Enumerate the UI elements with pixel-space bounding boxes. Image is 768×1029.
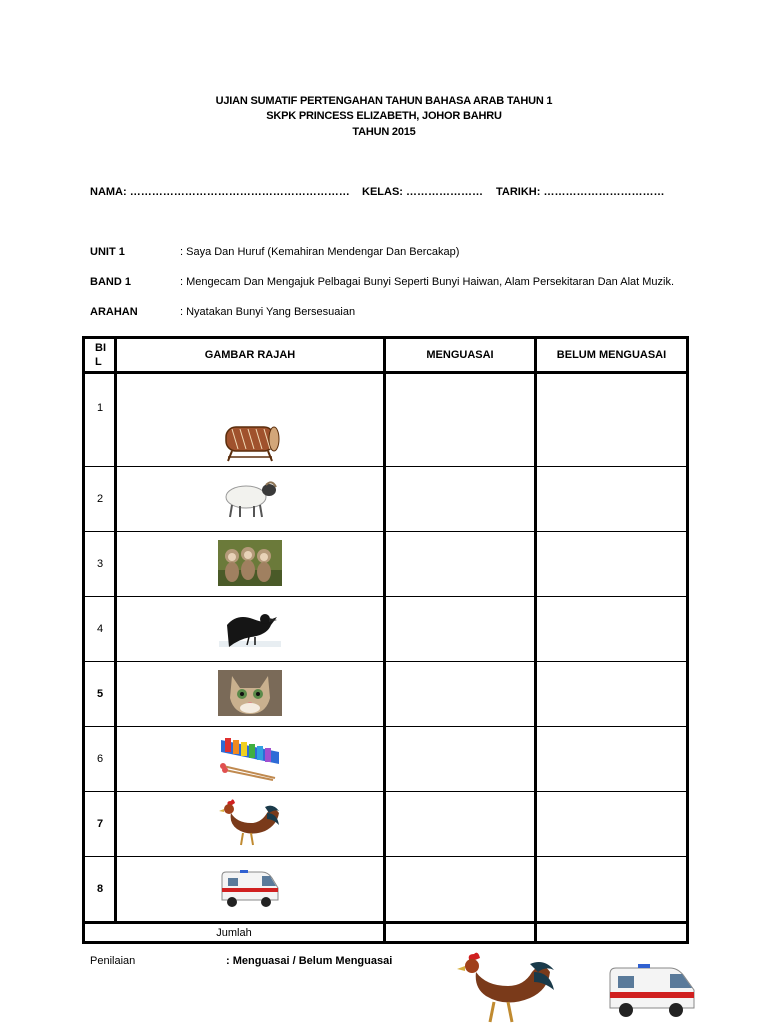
jumlah-menguasai-cell[interactable] xyxy=(385,923,536,943)
jumlah-belum-menguasai-cell[interactable] xyxy=(536,923,688,943)
header-gambar-rajah: GAMBAR RAJAH xyxy=(116,338,385,373)
menguasai-cell[interactable] xyxy=(385,532,536,597)
table-row xyxy=(84,373,688,467)
penilaian-label: Penilaian xyxy=(90,955,136,967)
menguasai-cell[interactable] xyxy=(385,467,536,532)
arahan-label: ARAHAN xyxy=(90,306,138,318)
assessment-table xyxy=(82,336,689,944)
arahan-value: : Nyatakan Bunyi Yang Bersesuaian xyxy=(180,306,356,318)
row-number: 2 xyxy=(84,467,116,532)
band-value: : Mengecam Dan Mengajuk Pelbagai Bunyi Seperti Bunyi Haiwan, Alam Persekitaran Dan Alat Muzik. xyxy=(180,276,675,288)
menguasai-cell[interactable] xyxy=(385,857,536,923)
belum-menguasai-cell[interactable] xyxy=(536,792,688,857)
belum-menguasai-cell[interactable] xyxy=(536,532,688,597)
row-number: 7 xyxy=(84,792,116,857)
sheep-icon xyxy=(220,477,280,522)
table-row xyxy=(84,857,688,923)
ambulance-large-icon xyxy=(606,960,702,1027)
menguasai-cell[interactable] xyxy=(385,597,536,662)
tarikh-field: TARIKH: …………………………… xyxy=(496,186,665,198)
jumlah-label: Jumlah xyxy=(84,923,385,943)
row-number: 1 xyxy=(84,373,116,467)
header-bil: BI L xyxy=(84,338,116,373)
exam-year: TAHUN 2015 xyxy=(352,126,416,138)
table-row xyxy=(84,597,688,662)
table-row xyxy=(84,792,688,857)
crow-icon xyxy=(219,607,281,652)
header-belum-menguasai: BELUM MENGUASAI xyxy=(536,338,688,373)
table-row xyxy=(84,532,688,597)
table-footer-row xyxy=(84,923,688,943)
cat-icon xyxy=(218,670,282,719)
penilaian-value: : Menguasai / Belum Menguasai xyxy=(226,955,393,967)
rooster-icon xyxy=(217,799,283,850)
header-menguasai: MENGUASAI xyxy=(385,338,536,373)
band-label: BAND 1 xyxy=(90,276,131,288)
belum-menguasai-cell[interactable] xyxy=(536,373,688,467)
nama-field: NAMA: …………………………………………………… xyxy=(90,186,350,198)
row-number: 5 xyxy=(84,662,116,727)
table-row xyxy=(84,662,688,727)
row-number: 8 xyxy=(84,857,116,923)
belum-menguasai-cell[interactable] xyxy=(536,597,688,662)
row-number: 6 xyxy=(84,727,116,792)
table-row xyxy=(84,467,688,532)
drum-icon xyxy=(218,423,282,466)
table-row xyxy=(84,727,688,792)
row-number: 3 xyxy=(84,532,116,597)
xylophone-icon xyxy=(217,734,283,785)
belum-menguasai-cell[interactable] xyxy=(536,727,688,792)
row-number: 4 xyxy=(84,597,116,662)
belum-menguasai-cell[interactable] xyxy=(536,857,688,923)
ambulance-icon xyxy=(218,866,282,913)
menguasai-cell[interactable] xyxy=(385,662,536,727)
kelas-field: KELAS: ………………… xyxy=(362,186,483,198)
table-header-row xyxy=(84,338,688,373)
menguasai-cell[interactable] xyxy=(385,792,536,857)
menguasai-cell[interactable] xyxy=(385,727,536,792)
unit-value: : Saya Dan Huruf (Kemahiran Mendengar Dan Bercakap) xyxy=(180,246,460,258)
exam-title: UJIAN SUMATIF PERTENGAHAN TAHUN BAHASA ARAB TAHUN 1 xyxy=(215,95,553,107)
menguasai-cell[interactable] xyxy=(385,373,536,467)
unit-label: UNIT 1 xyxy=(90,246,125,258)
rooster-large-icon xyxy=(454,952,562,1029)
monkeys-icon xyxy=(218,540,282,589)
belum-menguasai-cell[interactable] xyxy=(536,467,688,532)
belum-menguasai-cell[interactable] xyxy=(536,662,688,727)
school-name: SKPK PRINCESS ELIZABETH, JOHOR BAHRU xyxy=(266,110,502,122)
